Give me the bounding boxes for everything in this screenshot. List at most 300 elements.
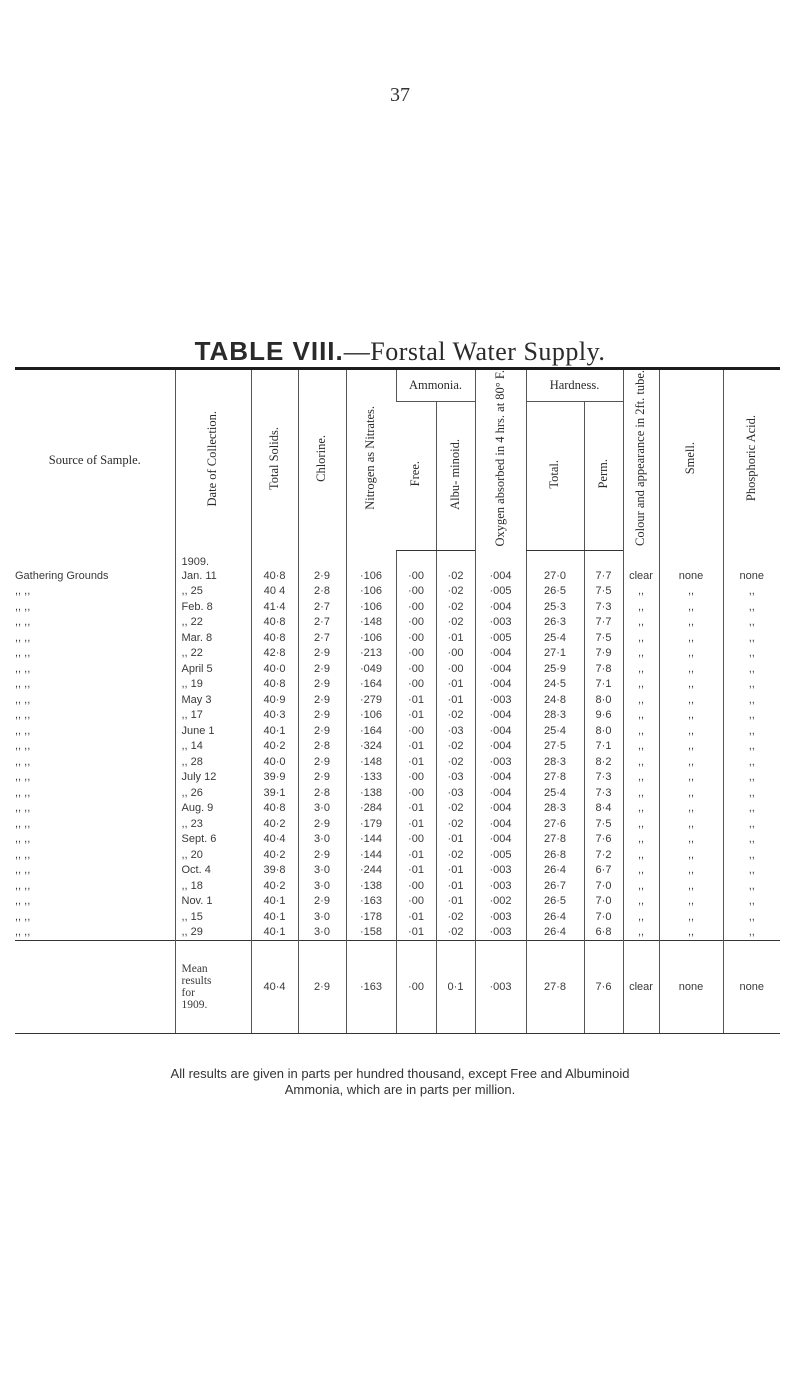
table-row (15, 925, 780, 941)
colour-cell: ,, (623, 661, 659, 677)
albuminoid-ammonia-cell: ·01 (436, 894, 475, 910)
phosphoric-acid-cell: ,, (723, 599, 780, 615)
phosphoric-acid-cell: ,, (723, 863, 780, 879)
mean-nitrogen-cell: ·163 (346, 941, 396, 1034)
date-cell: ,, 14 (175, 739, 251, 755)
mean-chlorine-cell: 2·9 (298, 941, 346, 1034)
colour-cell: ,, (623, 692, 659, 708)
total-hardness-cell: 26·4 (526, 909, 584, 925)
total-solids-cell: 40·2 (251, 878, 298, 894)
source-cell: ,, ,, (15, 786, 31, 799)
perm-hardness-cell: 7·5 (584, 630, 623, 646)
total-hardness-cell: 28·3 (526, 708, 584, 724)
albuminoid-ammonia-cell: ·01 (436, 692, 475, 708)
total-hardness-cell: 28·3 (526, 754, 584, 770)
oxygen-absorbed-cell: ·004 (475, 677, 526, 693)
date-cell: Mar. 8 (175, 630, 251, 646)
table-row (15, 677, 780, 693)
oxygen-absorbed-cell: ·003 (475, 909, 526, 925)
total-solids-cell: 40·0 (251, 754, 298, 770)
phosphoric-acid-cell: ,, (723, 646, 780, 662)
free-ammonia-cell: ·00 (396, 878, 436, 894)
perm-hardness-cell: 7·3 (584, 599, 623, 615)
mean-free-ammonia-cell: ·00 (396, 941, 436, 1034)
mean-perm-hardness-cell: 7·6 (584, 941, 623, 1034)
total-hardness-cell: 26·4 (526, 863, 584, 879)
header-hardness-group: Hardness. (526, 370, 623, 402)
free-ammonia-cell: ·01 (396, 847, 436, 863)
perm-hardness-cell: 7·0 (584, 909, 623, 925)
smell-cell: ,, (659, 785, 723, 801)
smell-cell: ,, (659, 878, 723, 894)
smell-cell: ,, (659, 832, 723, 848)
chlorine-cell: 2·9 (298, 661, 346, 677)
source-cell: ,, ,, (15, 709, 31, 722)
nitrogen-cell: ·133 (346, 770, 396, 786)
source-cell: ,, ,, (15, 600, 31, 613)
source-cell: ,, ,, (15, 802, 31, 815)
source-cell: ,, ,, (15, 755, 31, 768)
phosphoric-acid-cell: ,, (723, 770, 780, 786)
perm-hardness-cell: 7·3 (584, 770, 623, 786)
source-cell: ,, ,, (15, 678, 31, 691)
free-ammonia-cell: ·00 (396, 599, 436, 615)
total-solids-cell: 39·8 (251, 863, 298, 879)
oxygen-absorbed-cell: ·004 (475, 801, 526, 817)
free-ammonia-cell: ·00 (396, 584, 436, 600)
nitrogen-cell: ·049 (346, 661, 396, 677)
date-cell: Feb. 8 (175, 599, 251, 615)
mean-total-hardness-cell: 27·8 (526, 941, 584, 1034)
smell-cell: ,, (659, 847, 723, 863)
phosphoric-acid-cell: ,, (723, 785, 780, 801)
chlorine-cell: 2·8 (298, 739, 346, 755)
colour-cell: ,, (623, 599, 659, 615)
oxygen-absorbed-cell: ·003 (475, 615, 526, 631)
source-cell: ,, ,, (15, 833, 31, 846)
date-cell: Sept. 6 (175, 832, 251, 848)
chlorine-cell: 2·9 (298, 816, 346, 832)
total-hardness-cell: 25·3 (526, 599, 584, 615)
nitrogen-cell: ·138 (346, 785, 396, 801)
source-cell: ,, ,, (15, 647, 31, 660)
perm-hardness-cell: 8·0 (584, 723, 623, 739)
table-title-number: TABLE VIII. (194, 336, 344, 366)
date-cell: April 5 (175, 661, 251, 677)
header-oxygen: Oxygen absorbed in 4 hrs. at 80° F. (475, 370, 526, 551)
nitrogen-cell: ·163 (346, 894, 396, 910)
source-cell: ,, ,, (15, 585, 31, 598)
oxygen-absorbed-cell: ·004 (475, 708, 526, 724)
header-smell: Smell. (659, 370, 723, 551)
free-ammonia-cell: ·01 (396, 863, 436, 879)
total-solids-cell: 40·8 (251, 630, 298, 646)
date-cell: Aug. 9 (175, 801, 251, 817)
total-solids-cell: 40·8 (251, 568, 298, 584)
chlorine-cell: 2·8 (298, 584, 346, 600)
total-hardness-cell: 26·4 (526, 925, 584, 941)
total-hardness-cell: 25·4 (526, 630, 584, 646)
albuminoid-ammonia-cell: ·02 (436, 708, 475, 724)
chlorine-cell: 2·7 (298, 630, 346, 646)
table-row (15, 801, 780, 817)
free-ammonia-cell: ·00 (396, 894, 436, 910)
mean-albuminoid-ammonia-cell: 0·1 (436, 941, 475, 1034)
table-row (15, 894, 780, 910)
date-cell: ,, 23 (175, 816, 251, 832)
table-row (15, 584, 780, 600)
nitrogen-cell: ·106 (346, 599, 396, 615)
perm-hardness-cell: 7·0 (584, 894, 623, 910)
total-hardness-cell: 26·8 (526, 847, 584, 863)
table-row (15, 863, 780, 879)
phosphoric-acid-cell: ,, (723, 878, 780, 894)
nitrogen-cell: ·179 (346, 816, 396, 832)
year-row (15, 551, 780, 569)
total-solids-cell: 39·1 (251, 785, 298, 801)
phosphoric-acid-cell: ,, (723, 816, 780, 832)
smell-cell: ,, (659, 863, 723, 879)
smell-cell: ,, (659, 692, 723, 708)
total-solids-cell: 40·3 (251, 708, 298, 724)
perm-hardness-cell: 6·7 (584, 863, 623, 879)
colour-cell: ,, (623, 816, 659, 832)
mean-label-line: results (181, 975, 212, 988)
date-cell: ,, 15 (175, 909, 251, 925)
date-cell: July 12 (175, 770, 251, 786)
albuminoid-ammonia-cell: ·00 (436, 661, 475, 677)
colour-cell: ,, (623, 770, 659, 786)
oxygen-absorbed-cell: ·004 (475, 816, 526, 832)
chlorine-cell: 3·0 (298, 863, 346, 879)
smell-cell: ,, (659, 754, 723, 770)
phosphoric-acid-cell: ,, (723, 801, 780, 817)
header-albuminoid: Albu- minoid. (436, 402, 475, 551)
date-cell: ,, 29 (175, 925, 251, 941)
source-cell: ,, ,, (15, 693, 31, 706)
chlorine-cell: 3·0 (298, 878, 346, 894)
header-total: Total. (526, 402, 584, 551)
free-ammonia-cell: ·01 (396, 739, 436, 755)
table-row (15, 847, 780, 863)
colour-cell: clear (623, 568, 659, 584)
oxygen-absorbed-cell: ·004 (475, 785, 526, 801)
year-cell: 1909. (175, 551, 251, 569)
free-ammonia-cell: ·01 (396, 692, 436, 708)
phosphoric-acid-cell: ,, (723, 584, 780, 600)
albuminoid-ammonia-cell: ·01 (436, 677, 475, 693)
total-solids-cell: 40·1 (251, 723, 298, 739)
phosphoric-acid-cell: ,, (723, 832, 780, 848)
date-cell: ,, 22 (175, 615, 251, 631)
phosphoric-acid-cell: ,, (723, 909, 780, 925)
colour-cell: ,, (623, 677, 659, 693)
source-cell: ,, ,, (15, 817, 31, 830)
perm-hardness-cell: 8·0 (584, 692, 623, 708)
albuminoid-ammonia-cell: ·03 (436, 770, 475, 786)
source-cell: ,, ,, (15, 616, 31, 629)
chlorine-cell: 2·9 (298, 708, 346, 724)
mean-row (15, 941, 780, 1034)
chlorine-cell: 2·9 (298, 692, 346, 708)
phosphoric-acid-cell: ,, (723, 692, 780, 708)
perm-hardness-cell: 8·2 (584, 754, 623, 770)
oxygen-absorbed-cell: ·004 (475, 646, 526, 662)
total-solids-cell: 40·1 (251, 925, 298, 941)
oxygen-absorbed-cell: ·003 (475, 692, 526, 708)
total-solids-cell: 40·2 (251, 847, 298, 863)
nitrogen-cell: ·279 (346, 692, 396, 708)
smell-cell: ,, (659, 816, 723, 832)
mean-label-line: Mean (181, 963, 208, 976)
mean-total-solids-cell: 40·4 (251, 941, 298, 1034)
perm-hardness-cell: 7·5 (584, 584, 623, 600)
mean-colour-cell: clear (623, 941, 659, 1034)
free-ammonia-cell: ·00 (396, 723, 436, 739)
total-solids-cell: 40 4 (251, 584, 298, 600)
free-ammonia-cell: ·01 (396, 909, 436, 925)
date-cell: Oct. 4 (175, 863, 251, 879)
source-cell: ,, ,, (15, 895, 31, 908)
colour-cell: ,, (623, 925, 659, 941)
free-ammonia-cell: ·00 (396, 646, 436, 662)
perm-hardness-cell: 7·9 (584, 646, 623, 662)
source-cell: ,, ,, (15, 879, 31, 892)
footnote-line-2: Ammonia, which are in parts per million. (284, 1082, 516, 1097)
nitrogen-cell: ·244 (346, 863, 396, 879)
perm-hardness-cell: 9·6 (584, 708, 623, 724)
colour-cell: ,, (623, 584, 659, 600)
perm-hardness-cell: 7·6 (584, 832, 623, 848)
table-row (15, 661, 780, 677)
chlorine-cell: 3·0 (298, 925, 346, 941)
colour-cell: ,, (623, 630, 659, 646)
header-free: Free. (396, 402, 436, 551)
chlorine-cell: 2·9 (298, 646, 346, 662)
mean-label-line: for (181, 987, 195, 1000)
albuminoid-ammonia-cell: ·03 (436, 723, 475, 739)
free-ammonia-cell: ·00 (396, 832, 436, 848)
nitrogen-cell: ·284 (346, 801, 396, 817)
oxygen-absorbed-cell: ·004 (475, 770, 526, 786)
table-row (15, 878, 780, 894)
bottom-rule (15, 1033, 780, 1034)
mean-label-line: 1909. (181, 999, 208, 1012)
nitrogen-cell: ·106 (346, 584, 396, 600)
albuminoid-ammonia-cell: ·02 (436, 568, 475, 584)
date-cell: June 1 (175, 723, 251, 739)
albuminoid-ammonia-cell: ·02 (436, 584, 475, 600)
table-row (15, 770, 780, 786)
source-cell: ,, ,, (15, 910, 31, 923)
smell-cell: ,, (659, 584, 723, 600)
nitrogen-cell: ·106 (346, 630, 396, 646)
nitrogen-cell: ·178 (346, 909, 396, 925)
nitrogen-cell: ·144 (346, 832, 396, 848)
nitrogen-cell: ·138 (346, 878, 396, 894)
source-cell: ,, ,, (15, 926, 31, 939)
total-hardness-cell: 24·5 (526, 677, 584, 693)
colour-cell: ,, (623, 878, 659, 894)
nitrogen-cell: ·213 (346, 646, 396, 662)
date-cell: ,, 18 (175, 878, 251, 894)
date-cell: ,, 26 (175, 785, 251, 801)
smell-cell: ,, (659, 770, 723, 786)
source-cell: ,, ,, (15, 662, 31, 675)
mean-label-cell (175, 941, 251, 1034)
phosphoric-acid-cell: ,, (723, 925, 780, 941)
smell-cell: ,, (659, 615, 723, 631)
perm-hardness-cell: 8·4 (584, 801, 623, 817)
oxygen-absorbed-cell: ·003 (475, 925, 526, 941)
total-hardness-cell: 27·0 (526, 568, 584, 584)
mean-smell-cell: none (659, 941, 723, 1034)
table-title-text: —Forstal Water Supply. (343, 337, 606, 366)
perm-hardness-cell: 7·5 (584, 816, 623, 832)
phosphoric-acid-cell: ,, (723, 754, 780, 770)
phosphoric-acid-cell: ,, (723, 630, 780, 646)
smell-cell: ,, (659, 677, 723, 693)
nitrogen-cell: ·148 (346, 615, 396, 631)
mean-oxygen-absorbed-cell: ·003 (475, 941, 526, 1034)
total-hardness-cell: 26·7 (526, 878, 584, 894)
chlorine-cell: 2·7 (298, 599, 346, 615)
perm-hardness-cell: 7·8 (584, 661, 623, 677)
free-ammonia-cell: ·00 (396, 615, 436, 631)
mean-phosphoric-acid-cell: none (723, 941, 780, 1034)
colour-cell: ,, (623, 739, 659, 755)
oxygen-absorbed-cell: ·003 (475, 878, 526, 894)
table-row (15, 723, 780, 739)
free-ammonia-cell: ·01 (396, 816, 436, 832)
table-row (15, 630, 780, 646)
nitrogen-cell: ·106 (346, 708, 396, 724)
date-cell: ,, 20 (175, 847, 251, 863)
free-ammonia-cell: ·00 (396, 568, 436, 584)
total-hardness-cell: 28·3 (526, 801, 584, 817)
table-row (15, 708, 780, 724)
colour-cell: ,, (623, 894, 659, 910)
source-cell: ,, ,, (15, 724, 31, 737)
smell-cell: none (659, 568, 723, 584)
mean-label (182, 963, 212, 1011)
total-hardness-cell: 25·4 (526, 785, 584, 801)
chlorine-cell: 2·9 (298, 894, 346, 910)
table-row (15, 739, 780, 755)
perm-hardness-cell: 7·0 (584, 878, 623, 894)
albuminoid-ammonia-cell: ·03 (436, 785, 475, 801)
source-cell: ,, ,, (15, 864, 31, 877)
chlorine-cell: 2·9 (298, 723, 346, 739)
water-analysis-table-container (15, 367, 780, 1034)
albuminoid-ammonia-cell: ·02 (436, 816, 475, 832)
phosphoric-acid-cell: ,, (723, 661, 780, 677)
date-cell: ,, 19 (175, 677, 251, 693)
oxygen-absorbed-cell: ·003 (475, 754, 526, 770)
oxygen-absorbed-cell: ·005 (475, 584, 526, 600)
nitrogen-cell: ·106 (346, 568, 396, 584)
free-ammonia-cell: ·00 (396, 770, 436, 786)
total-hardness-cell: 26·5 (526, 584, 584, 600)
chlorine-cell: 2·9 (298, 754, 346, 770)
total-solids-cell: 40·1 (251, 894, 298, 910)
total-solids-cell: 40·9 (251, 692, 298, 708)
total-solids-cell: 40·2 (251, 816, 298, 832)
chlorine-cell: 3·0 (298, 909, 346, 925)
colour-cell: ,, (623, 863, 659, 879)
total-hardness-cell: 27·5 (526, 739, 584, 755)
colour-cell: ,, (623, 615, 659, 631)
smell-cell: ,, (659, 801, 723, 817)
phosphoric-acid-cell: ,, (723, 708, 780, 724)
oxygen-absorbed-cell: ·005 (475, 847, 526, 863)
smell-cell: ,, (659, 646, 723, 662)
table-title (0, 336, 800, 367)
total-hardness-cell: 27·8 (526, 832, 584, 848)
table-row (15, 692, 780, 708)
total-solids-cell: 40·8 (251, 801, 298, 817)
total-hardness-cell: 25·4 (526, 723, 584, 739)
date-cell: ,, 28 (175, 754, 251, 770)
total-hardness-cell: 27·1 (526, 646, 584, 662)
chlorine-cell: 2·9 (298, 847, 346, 863)
source-cell: ,, ,, (15, 771, 31, 784)
phosphoric-acid-cell: ,, (723, 615, 780, 631)
total-hardness-cell: 27·8 (526, 770, 584, 786)
mean-source-cell (15, 941, 175, 1034)
total-solids-cell: 42·8 (251, 646, 298, 662)
total-solids-cell: 40·2 (251, 739, 298, 755)
free-ammonia-cell: ·00 (396, 677, 436, 693)
table-row (15, 909, 780, 925)
smell-cell: ,, (659, 894, 723, 910)
chlorine-cell: 2·9 (298, 770, 346, 786)
phosphoric-acid-cell: ,, (723, 723, 780, 739)
source-cell: ,, ,, (15, 631, 31, 644)
total-solids-cell: 41·4 (251, 599, 298, 615)
albuminoid-ammonia-cell: ·02 (436, 599, 475, 615)
albuminoid-ammonia-cell: ·01 (436, 863, 475, 879)
colour-cell: ,, (623, 646, 659, 662)
header-date: Date of Collection. (175, 370, 251, 551)
table-row (15, 646, 780, 662)
date-cell: May 3 (175, 692, 251, 708)
total-solids-cell: 40·1 (251, 909, 298, 925)
oxygen-absorbed-cell: ·004 (475, 661, 526, 677)
nitrogen-cell: ·158 (346, 925, 396, 941)
smell-cell: ,, (659, 909, 723, 925)
oxygen-absorbed-cell: ·004 (475, 723, 526, 739)
chlorine-cell: 3·0 (298, 801, 346, 817)
total-hardness-cell: 26·3 (526, 615, 584, 631)
table-body (15, 551, 780, 1034)
oxygen-absorbed-cell: ·005 (475, 630, 526, 646)
source-cell: Gathering Grounds (15, 569, 109, 582)
smell-cell: ,, (659, 708, 723, 724)
perm-hardness-cell: 7·1 (584, 739, 623, 755)
perm-hardness-cell: 7·7 (584, 615, 623, 631)
smell-cell: ,, (659, 723, 723, 739)
phosphoric-acid-cell: ,, (723, 847, 780, 863)
perm-hardness-cell: 6·8 (584, 925, 623, 941)
oxygen-absorbed-cell: ·004 (475, 568, 526, 584)
total-solids-cell: 39·9 (251, 770, 298, 786)
oxygen-absorbed-cell: ·004 (475, 599, 526, 615)
source-cell: ,, ,, (15, 740, 31, 753)
header-nitrogen: Nitrogen as Nitrates. (346, 370, 396, 551)
albuminoid-ammonia-cell: ·01 (436, 832, 475, 848)
colour-cell: ,, (623, 801, 659, 817)
